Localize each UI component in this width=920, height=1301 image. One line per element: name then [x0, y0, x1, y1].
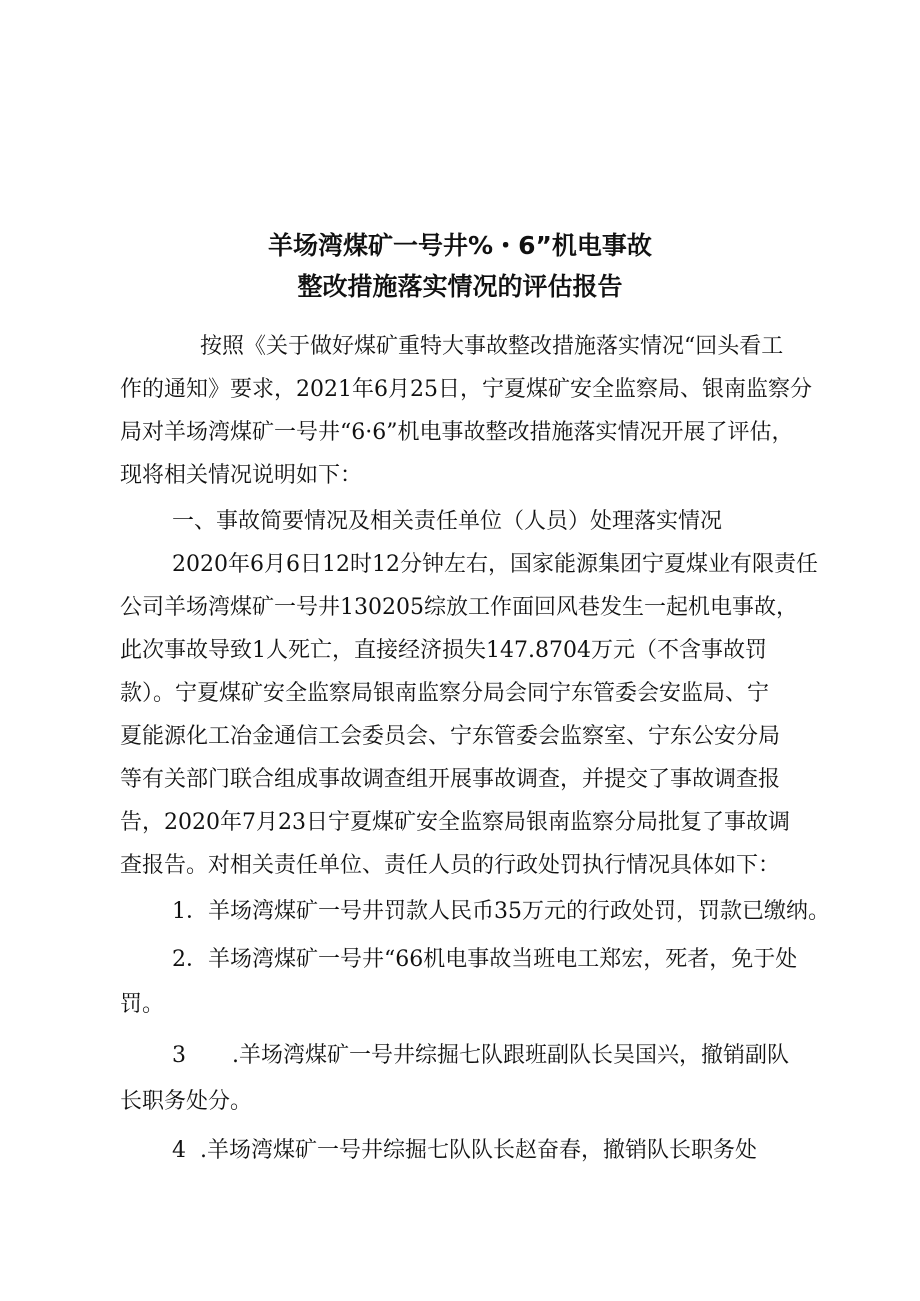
item-2-line-2: 罚。	[120, 992, 165, 1017]
para-1-line-2: 公司羊场湾煤矿一号井130205综放工作面回风巷发生一起机电事故，	[120, 595, 798, 620]
intro-line-4: 现将相关情况说明如下：	[120, 463, 363, 488]
para-1-line-7: 告，2020年7月23日宁夏煤矿安全监察局银南监察分局批复了事故调	[120, 810, 790, 835]
para-1-line-6: 等有关部门联合组成事故调查组开展事故调查，并提交了事故调查报	[120, 767, 781, 792]
item-3-line-1: .羊场湾煤矿一号井综掘七队跟班副队长吴国兴，撤销副队	[232, 1043, 789, 1068]
item-3-line-2: 长职务处分。	[120, 1089, 253, 1114]
para-1-line-8: 查报告。对相关责任单位、责任人员的行政处罚执行情况具体如下：	[120, 853, 781, 878]
item-4-number: 4	[172, 1138, 186, 1163]
section-1-heading: 一、事故简要情况及相关责任单位（人员）处理落实情况	[172, 509, 723, 534]
intro-line-1: 按照《关于做好煤矿重特大事故整改措施落实情况“回头看工	[200, 334, 784, 359]
item-2-line-1: 2．羊场湾煤矿一号井“66机电事故当班电工郑宏，死者，免于处	[172, 947, 798, 972]
item-4-line-1: .羊场湾煤矿一号井综掘七队队长赵奋春，撤销队长职务处	[200, 1138, 757, 1163]
para-1-line-1: 2020年6月6日12时12分钟左右，国家能源集团宁夏煤业有限责任	[172, 552, 818, 577]
item-1: 1．羊场湾煤矿一号井罚款人民币35万元的行政处罚，罚款已缴纳。	[172, 899, 830, 924]
report-title-line-1: 羊场湾煤矿一号井%・6”机电事故	[268, 231, 652, 260]
para-1-line-3: 此次事故导致1人死亡，直接经济损失147.8704万元（不含事故罚	[120, 638, 767, 663]
intro-line-3: 局对羊场湾煤矿一号井“6·6”机电事故整改措施落实情况开展了评估，	[120, 420, 794, 445]
para-1-line-4: 款）。宁夏煤矿安全监察局银南监察分局会同宁东管委会安监局、宁	[120, 681, 770, 706]
item-3-number: 3	[172, 1043, 186, 1068]
intro-line-2: 作的通知》要求，2021年6月25日，宁夏煤矿安全监察局、银南监察分	[120, 377, 812, 402]
para-1-line-5: 夏能源化工冶金通信工会委员会、宁东管委会监察室、宁东公安分局	[120, 724, 781, 749]
report-title-line-2: 整改措施落实情况的评估报告	[297, 272, 623, 301]
